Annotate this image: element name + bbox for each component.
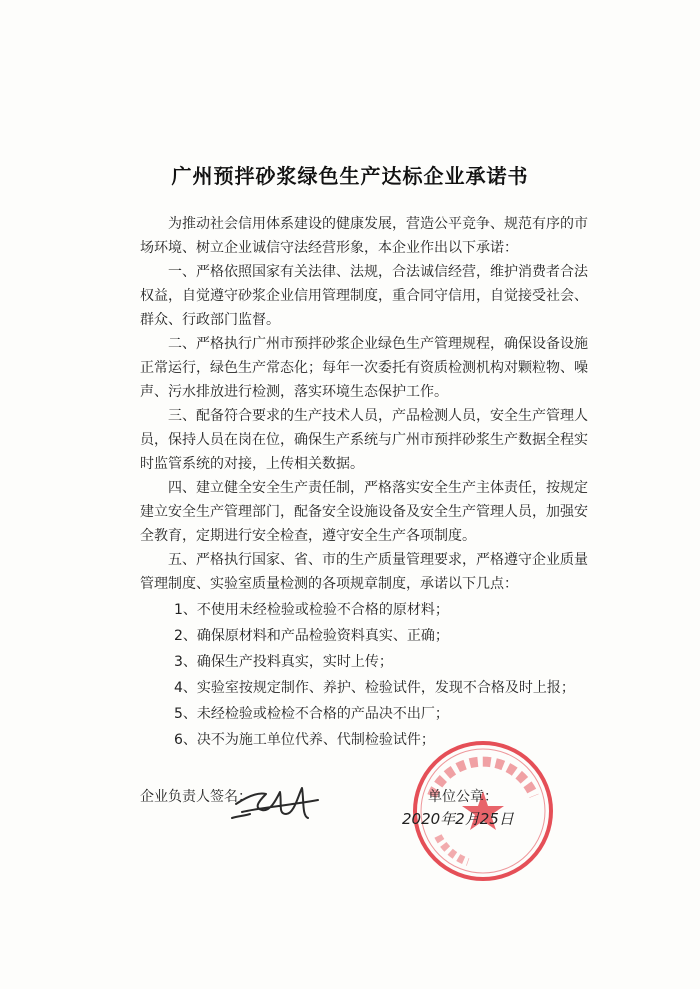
paragraph-line: 正常运行，绿色生产常态化；每年一次委托有资质检测机构对颗粒物、噪 [140, 360, 588, 376]
list-item: 5、未经检验或检检不合格的产品决不出厂； [174, 706, 449, 722]
paragraph-line: 为推动社会信用体系建设的健康发展，营造公平竞争、规范有序的市 [168, 216, 588, 232]
list-item: 2、确保原材料和产品检验资料真实、正确； [174, 628, 449, 644]
paragraph-line: 五、严格执行国家、省、市的生产质量管理要求，严格遵守企业质量 [168, 552, 588, 568]
paragraph-line: 一、严格依照国家有关法律、法规，合法诚信经营，维护消费者合法 [168, 264, 588, 280]
document-date: 2020年2月25日 [402, 810, 514, 828]
paragraph-line: 时监管系统的对接，上传相关数据。 [140, 456, 364, 472]
paragraph-line: 建立安全生产管理部门，配备安全设施设备及安全生产管理人员，加强安 [140, 504, 588, 520]
paragraph-line: 管理制度、实验室质量检测的各项规章制度，承诺以下几点： [140, 576, 518, 592]
paragraph-line: 群众、行政部门监督。 [140, 312, 280, 328]
paragraph-line: 三、配备符合要求的生产技术人员，产品检测人员，安全生产管理人 [168, 408, 588, 424]
list-item: 4、实验室按规定制作、养护、检验试件，发现不合格及时上报； [174, 680, 575, 696]
paragraph-line: 四、建立健全安全生产责任制，严格落实安全生产主体责任，按规定 [168, 480, 588, 496]
paragraph-line: 员，保持人员在岗在位，确保生产系统与广州市预拌砂浆生产数据全程实 [140, 432, 588, 448]
paragraph-line: 全教育，定期进行安全检查，遵守安全生产各项制度。 [140, 528, 476, 544]
handwritten-signature-icon [228, 774, 328, 824]
document-title: 广州预拌砂浆绿色生产达标企业承诺书 [171, 164, 529, 188]
paragraph-line: 权益，自觉遵守砂浆企业信用管理制度，重合同守信用，自觉接受社会、 [140, 288, 588, 304]
signature-label: 企业负责人签名： [140, 789, 252, 805]
paragraph-line: 二、严格执行广州市预拌砂浆企业绿色生产管理规程，确保设备设施 [168, 336, 588, 352]
paragraph-line: 场环境、树立企业诚信守法经营形象，本企业作出以下承诺： [140, 240, 518, 256]
list-item: 3、确保生产投料真实，实时上传； [174, 654, 393, 670]
seal-label: 单位公章： [428, 789, 498, 805]
list-item: 1、不使用未经检验或检验不合格的原材料； [174, 602, 449, 618]
paragraph-line: 声、污水排放进行检测，落实环境生态保护工作。 [140, 384, 448, 400]
list-item: 6、决不为施工单位代养、代制检验试件； [174, 732, 435, 748]
